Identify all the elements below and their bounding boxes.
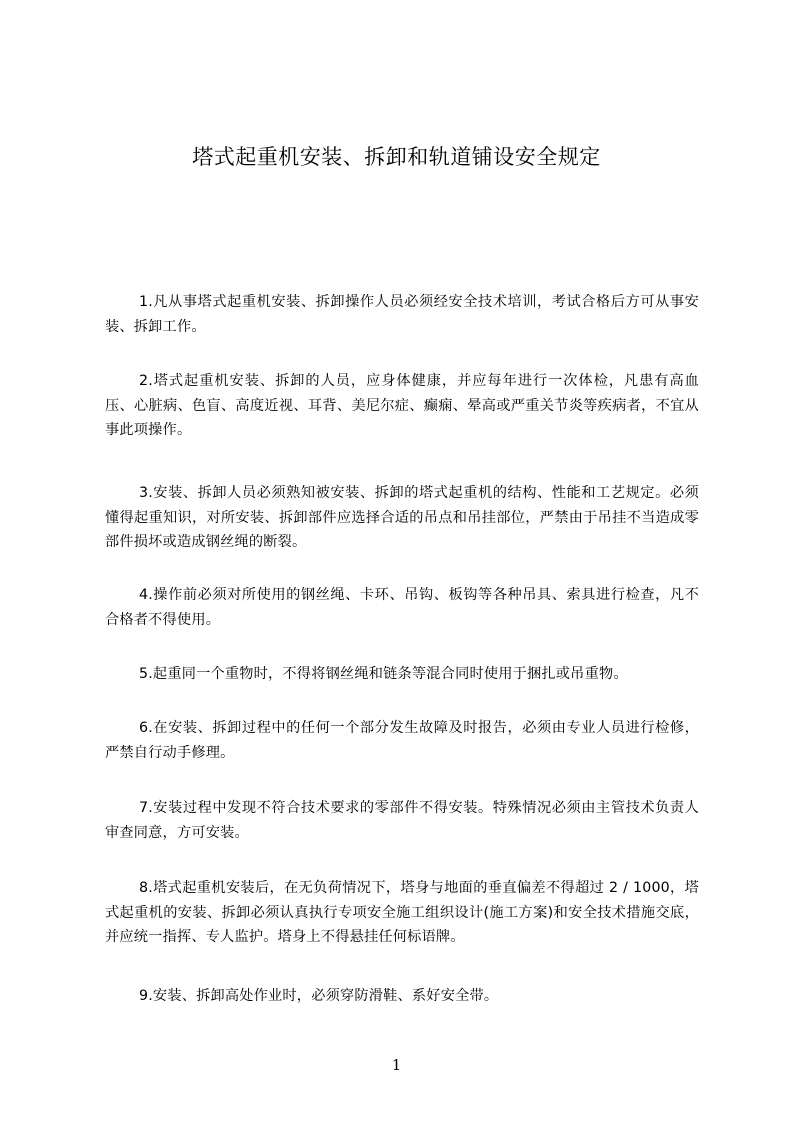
document-title: 塔式起重机安装、拆卸和轨道铺设安全规定 [192,145,601,169]
paragraph-1: 1.凡从事塔式起重机安装、拆卸操作人员必须经安全技术培训，考试合格后方可从事安装、拆卸工作。 [105,294,699,335]
paragraph-4: 4.操作前必须对所使用的钢丝绳、卡环、吊钩、板钩等各种吊具、索具进行检查，凡不合格者不得使用。 [105,587,699,628]
paragraph-8: 8.塔式起重机安装后，在无负荷情况下，塔身与地面的垂直偏差不得超过 2 / 1000，塔式起重机的安装、拆卸必须认真执行专项安全施工组织设计(施工方案)和安全技术措施交底，并应统一指挥、专人监护。塔身上不得悬挂任何标语牌。 [105,880,699,945]
paragraph-7: 7.安装过程中发现不符合技术要求的零部件不得安装。特殊情况必须由主管技术负责人审查同意，方可安装。 [105,800,699,841]
paragraph-3: 3.安装、拆卸人员必须熟知被安装、拆卸的塔式起重机的结构、性能和工艺规定。必须懂得起重知识，对所安装、拆卸部件应选择合适的吊点和吊挂部位，严禁由于吊挂不当造成零部件损坏或造成钢丝绳的断裂。 [105,485,699,550]
paragraph-6: 6.在安装、拆卸过程中的任何一个部分发生故障及时报告，必须由专业人员进行检修，严禁自行动手修理。 [105,720,699,761]
paragraph-5: 5.起重同一个重物时，不得将钢丝绳和链条等混合同时使用于捆扎或吊重物。 [139,666,628,682]
paragraph-9: 9.安装、拆卸高处作业时，必须穿防滑鞋、系好安全带。 [139,988,499,1004]
page-number: 1 [391,1056,402,1074]
paragraph-2: 2.塔式起重机安装、拆卸的人员，应身体健康，并应每年进行一次体检，凡患有高血压、心脏病、色盲、高度近视、耳背、美尼尔症、癫痫、晕高或严重关节炎等疾病者，不宜从事此项操作。 [105,373,699,438]
